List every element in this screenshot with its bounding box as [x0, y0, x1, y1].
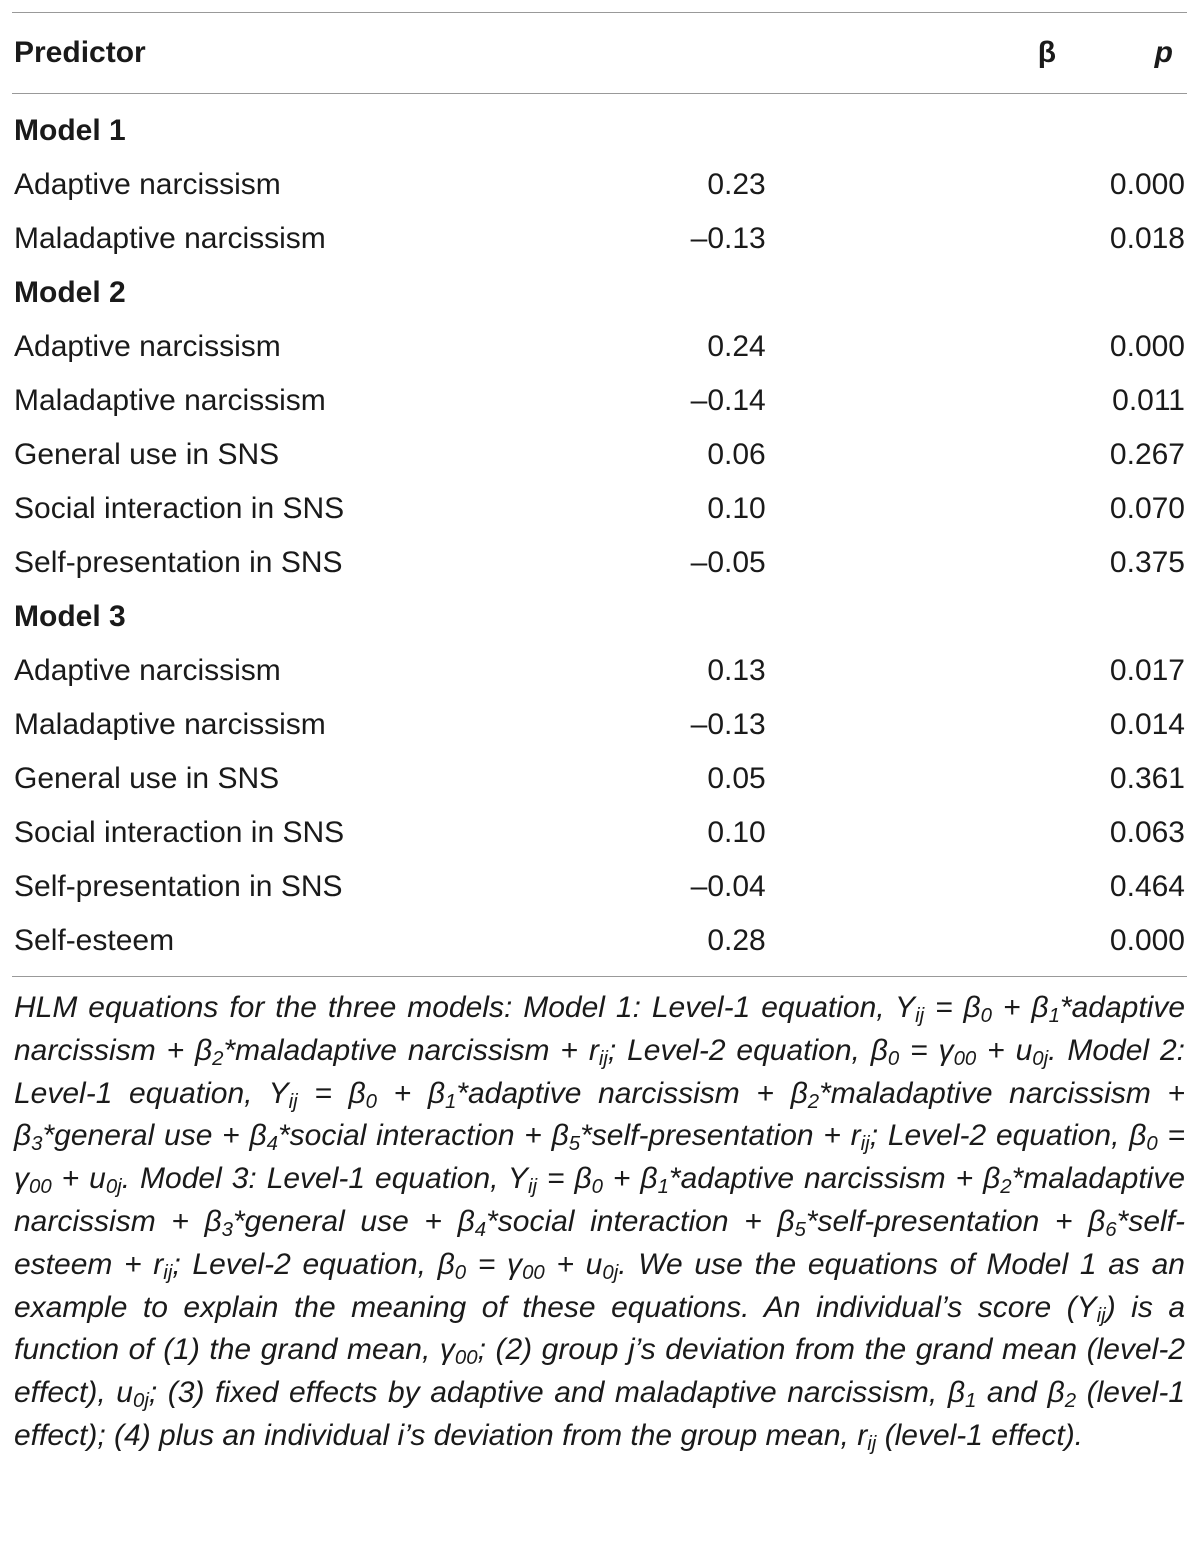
p-cell: 0.018 [1109, 222, 1185, 255]
model-heading: Model 3 [14, 600, 126, 633]
predictor-cell: Adaptive narcissism [14, 168, 281, 201]
p-cell: 0.361 [1109, 762, 1185, 795]
beta-cell: –0.04 [690, 870, 766, 903]
table-row [12, 806, 1187, 860]
p-cell: 0.017 [1109, 654, 1185, 687]
predictor-cell: Social interaction in SNS [14, 492, 345, 525]
header-beta: β [1037, 36, 1056, 69]
table-row [12, 644, 1187, 698]
beta-cell: 0.10 [707, 492, 766, 525]
predictor-cell: Maladaptive narcissism [14, 384, 326, 417]
table-body [12, 94, 1187, 968]
table-row [12, 428, 1187, 482]
predictor-cell: Adaptive narcissism [14, 330, 281, 363]
beta-cell: 0.13 [707, 654, 766, 687]
table-row [12, 320, 1187, 374]
p-cell: 0.063 [1109, 816, 1185, 849]
regression-table [12, 12, 1187, 1458]
table-row [12, 752, 1187, 806]
p-cell: 0.000 [1109, 330, 1185, 363]
table-row [12, 536, 1187, 590]
predictor-cell: Social interaction in SNS [14, 816, 345, 849]
predictor-cell: General use in SNS [14, 438, 280, 471]
beta-cell: 0.05 [707, 762, 766, 795]
table-row [12, 212, 1187, 266]
p-cell: 0.014 [1109, 708, 1185, 741]
predictor-cell: Maladaptive narcissism [14, 222, 326, 255]
beta-cell: 0.23 [707, 168, 766, 201]
predictor-cell: Self-esteem [14, 924, 175, 957]
table-row [12, 482, 1187, 536]
predictor-cell: Self-presentation in SNS [14, 546, 343, 579]
table-row [12, 374, 1187, 428]
beta-cell: –0.13 [690, 708, 766, 741]
predictor-cell: Maladaptive narcissism [14, 708, 326, 741]
predictor-cell: Adaptive narcissism [14, 654, 281, 687]
p-cell: 0.000 [1109, 924, 1185, 957]
table-row [12, 158, 1187, 212]
beta-cell: 0.28 [707, 924, 766, 957]
p-cell: 0.011 [1112, 384, 1185, 417]
table-row [12, 698, 1187, 752]
beta-cell: 0.24 [707, 330, 766, 363]
p-cell: 0.000 [1109, 168, 1185, 201]
beta-cell: 0.06 [707, 438, 766, 471]
p-cell: 0.464 [1109, 870, 1185, 903]
table-row [12, 860, 1187, 914]
model-heading: Model 1 [14, 114, 126, 147]
predictor-cell: Self-presentation in SNS [14, 870, 343, 903]
table-header [12, 13, 1187, 94]
header-p: p [1154, 36, 1173, 69]
beta-cell: –0.13 [690, 222, 766, 255]
model-heading: Model 2 [14, 276, 126, 309]
predictor-cell: General use in SNS [14, 762, 280, 795]
p-cell: 0.267 [1109, 438, 1185, 471]
beta-cell: –0.05 [690, 546, 766, 579]
table-row [12, 914, 1187, 968]
header-predictor: Predictor [14, 36, 146, 69]
p-cell: 0.070 [1109, 492, 1185, 525]
beta-cell: 0.10 [707, 816, 766, 849]
table-note: HLM equations for the three models: Model 1: Level-1 equation, $Y_{ij} = \beta_0$ + $\beta_1*adaptive$ narcissism + $\beta_2*maladaptive$ narcissism + $r_{ij}$; Level-2 equation, $\beta_0 = \gamma_{00} + u_{0j}$. Model 2: Level-1 equation, $Y_{ij} = \beta_0$ + $\beta_1*adaptive$ narcissism + $\beta_2*maladaptive$ narcissism + $\beta_3*general$ use + $\beta_4*social$ interaction + $\beta_5*self$-presentation + $r_{ij}$; Level-2 equation, $\beta_0 = \gamma_{00} + u_{0j}$. Model 3: Level-1 equation, $Y_{ij} = \beta_0$ + $\beta_1*adaptive$ narcissism + $\beta_2*maladaptive$ narcissism + $\beta_3*general$ use + $\beta_4*social$ interaction + $\beta_5*self$-presentation + $\beta_6*self$-esteem + $r_{ij}$; Level-2 equation, $\beta_0 = \gamma_{00} + u_{0j}$. We use the equations of Model 1 as an example to explain the meaning of these equations. An individual’s score $(Y_{ij})$ is a function of (1) the grand mean, $\gamma_{00}$; (2) group j’s deviation from the grand mean (level-2 effect), $u_{0j}$; (3) fixed effects by adaptive and maladaptive narcissism, $\beta_1$ and $\beta_2$ (level-1 effect); (4) plus an individual i’s deviation from the group mean, $r_{ij}$ (level-1 effect). [14, 991, 1186, 1456]
p-cell: 0.375 [1109, 546, 1185, 579]
beta-cell: –0.14 [690, 384, 766, 417]
